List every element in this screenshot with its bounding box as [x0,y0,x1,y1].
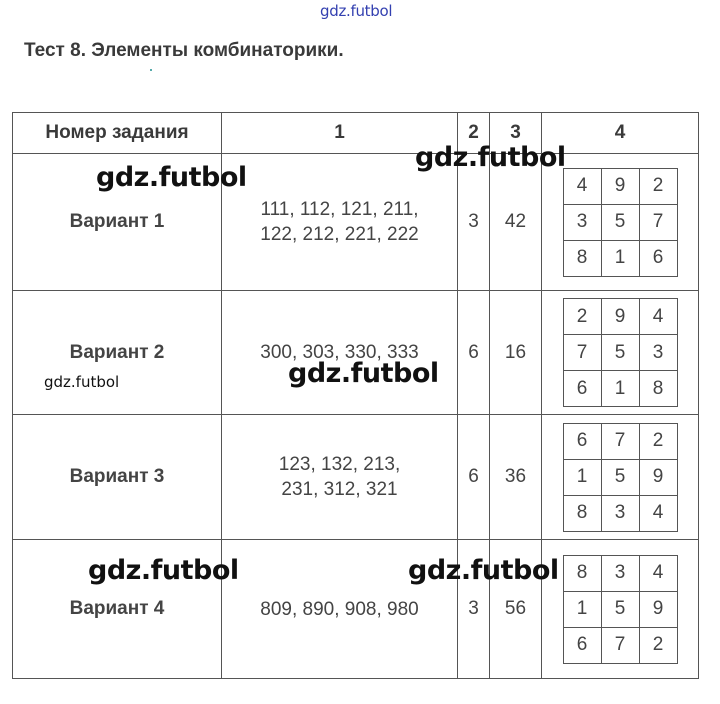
watermark: gdz.futbol [415,142,566,173]
answer-task-2: 3 [458,154,490,291]
grid-cell: 3 [601,555,639,591]
grid-cell: 5 [601,335,639,371]
magic-square [563,168,678,277]
watermark: gdz.futbol [408,555,559,586]
grid-cell: 8 [563,495,601,531]
grid-cell: 7 [639,204,677,240]
grid-cell: 2 [639,627,677,663]
header-task-1: 1 [222,113,458,154]
watermark: gdz.futbol [96,162,247,193]
answer-line: 111, 112, 121, 211, [260,199,419,220]
magic-square [563,555,678,664]
answer-task-1 [222,291,458,415]
variant-label: Вариант 1 [13,154,222,291]
grid-cell: 1 [563,459,601,495]
answer-task-3: 36 [490,415,542,540]
header-task-2: 2 [458,113,490,154]
answer-line: 809, 890, 908, 980 [260,598,419,620]
grid-cell: 9 [639,591,677,627]
grid-cell: 9 [601,168,639,204]
answer-task-1 [222,154,458,291]
answer-task-4 [542,540,699,679]
watermark-top: gdz.futbol [320,2,393,20]
answer-line: 300, 303, 330, 333 [260,342,419,363]
answers-table [12,112,699,679]
grid-cell: 4 [639,299,677,335]
answer-task-3: 42 [490,154,542,291]
grid-cell: 5 [601,591,639,627]
variant-label: Вариант 2 [13,291,222,415]
header-row [13,113,699,154]
grid-cell: 5 [601,459,639,495]
answer-task-2: 6 [458,291,490,415]
watermark: gdz.futbol [44,373,120,391]
answer-task-3: 56 [490,540,542,679]
answer-line: 231, 312, 321 [281,479,398,500]
answer-line: 123, 132, 213, [278,454,401,475]
header-task-number: Номер задания [13,113,222,154]
answer-task-3: 16 [490,291,542,415]
grid-cell: 6 [563,627,601,663]
grid-cell: 7 [601,627,639,663]
answer-task-4 [542,154,699,291]
grid-cell: 5 [601,204,639,240]
grid-cell: 3 [639,335,677,371]
header-task-4: 4 [542,113,699,154]
grid-cell: 2 [563,299,601,335]
answer-task-1 [222,415,458,540]
watermark: gdz.futbol [288,358,439,389]
variant-label: Вариант 3 [13,415,222,540]
grid-cell: 1 [601,240,639,276]
grid-cell: 4 [639,555,677,591]
watermark: gdz.futbol [88,555,239,586]
header-task-3: 3 [490,113,542,154]
answer-task-2: 3 [458,540,490,679]
decorative-dot [150,69,152,71]
answer-task-4 [542,415,699,540]
answer-task-2: 6 [458,415,490,540]
table-row [13,415,699,540]
grid-cell: 8 [563,240,601,276]
grid-cell: 6 [563,423,601,459]
grid-cell: 2 [639,168,677,204]
grid-cell: 6 [639,240,677,276]
grid-cell: 4 [639,495,677,531]
page-title: Тест 8. Элементы комбинаторики. [24,40,344,61]
grid-cell: 1 [563,591,601,627]
grid-cell: 1 [601,371,639,407]
answer-task-4 [542,291,699,415]
grid-cell: 3 [601,495,639,531]
answer-line: 122, 212, 221, 222 [260,224,419,245]
variant-label: Вариант 4 [13,540,222,679]
grid-cell: 7 [563,335,601,371]
grid-cell: 3 [563,204,601,240]
grid-cell: 9 [639,459,677,495]
grid-cell: 7 [601,423,639,459]
table-row [13,291,699,415]
magic-square [563,423,678,532]
grid-cell: 2 [639,423,677,459]
grid-cell: 4 [563,168,601,204]
magic-square [563,298,678,407]
grid-cell: 8 [639,371,677,407]
grid-cell: 8 [563,555,601,591]
grid-cell: 6 [563,371,601,407]
grid-cell: 9 [601,299,639,335]
